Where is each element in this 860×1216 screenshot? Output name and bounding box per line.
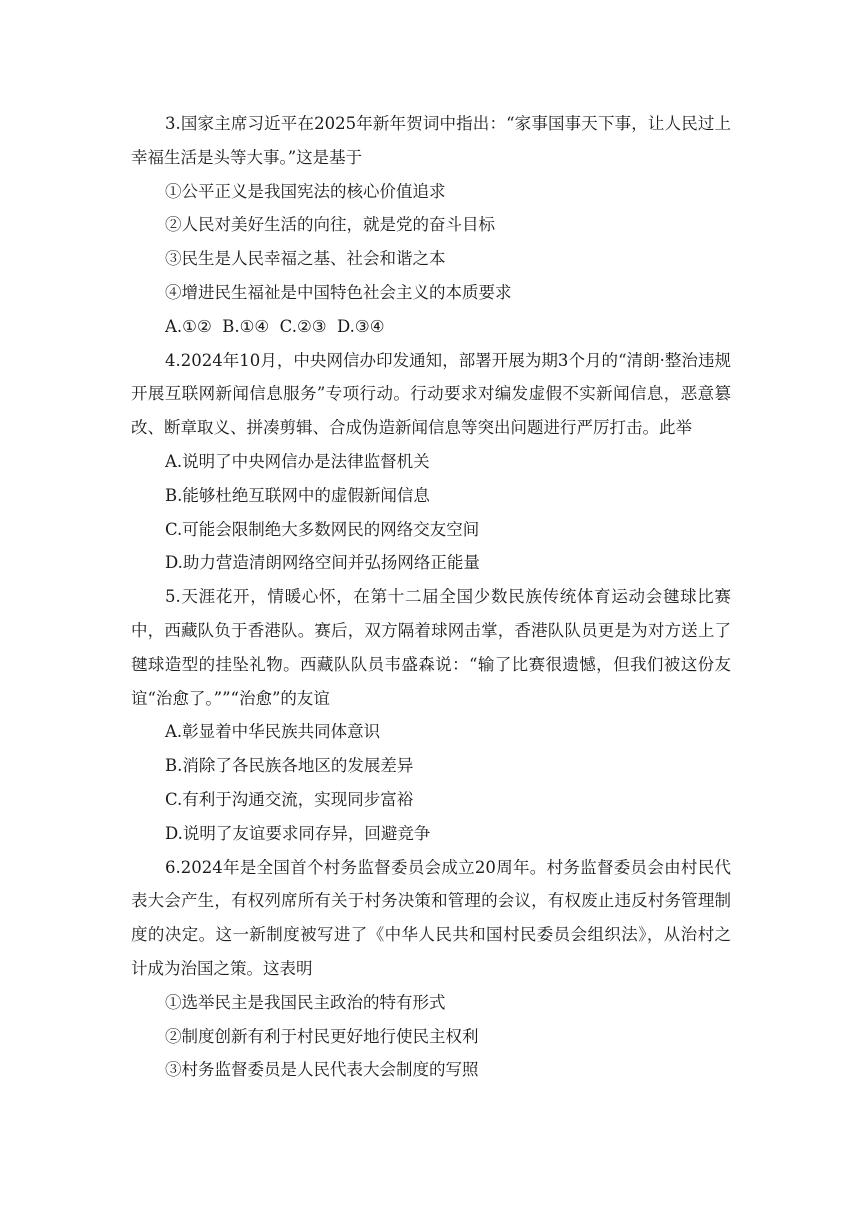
- option-item: C.可能会限制绝大多数网民的网络交友空间: [165, 519, 480, 539]
- statement-item: ②制度创新有利于村民更好地行使民主权利: [165, 1026, 479, 1046]
- question-5: [131, 580, 731, 850]
- question-6: [131, 851, 731, 1088]
- question-4: [131, 344, 731, 581]
- option-item: D.助力营造清朗网络空间并弘扬网络正能量: [165, 553, 480, 573]
- statement-item: ①公平正义是我国宪法的核心价值追求: [165, 181, 446, 201]
- statement-item: ④增进民生福祉是中国特色社会主义的本质要求: [165, 282, 512, 302]
- question-stem: 3.国家主席习近平在2025年新年贺词中指出：“家事国事天下事，让人民过上幸福生活是头等大事。”这是基于: [131, 114, 731, 167]
- option-item: C.有利于沟通交流，实现同步富裕: [165, 789, 414, 809]
- question-stem: 6.2024年是全国首个村务监督委员会成立20周年。村务监督委员会由村民代表大会产生，有权列席所有关于村务决策和管理的会议，有权废止违反村务管理制度的决定。这一新制度被写进了《中华人民共和国村民委员会组织法》，从治村之计成为治国之策。这表明: [131, 857, 731, 978]
- question-stem: 5.天涯花开，情暖心怀，在第十二届全国少数民族传统体育运动会毽球比赛中，西藏队负于香港队。赛后，双方隔着球网击掌，香港队队员更是为对方送上了毽球造型的挂坠礼物。西藏队队员韦盛森说：“输了比赛很遗憾，但我们被这份友谊“治愈了。””“治愈”的友谊: [131, 587, 731, 708]
- question-stem: 4.2024年10月，中央网信办印发通知，部署开展为期3个月的“清朗·整治违规开展互联网新闻信息服务”专项行动。行动要求对编发虚假不实新闻信息，恶意篡改、断章取义、拼凑剪辑、合成伪造新闻信息等突出问题进行严厉打击。此举: [131, 350, 731, 438]
- statement-item: ①选举民主是我国民主政治的特有形式: [165, 992, 446, 1012]
- option-item: A.说明了中央网信办是法律监督机关: [165, 451, 430, 471]
- option-item: B.能够杜绝互联网中的虚假新闻信息: [165, 485, 430, 505]
- option-item: B.消除了各民族各地区的发展差异: [165, 756, 414, 776]
- statement-item: ③村务监督委员是人民代表大会制度的写照: [165, 1060, 479, 1080]
- option-item: A.彰显着中华民族共同体意识: [165, 722, 381, 742]
- statement-item: ②人民对美好生活的向往，就是党的奋斗目标: [165, 215, 495, 235]
- statement-item: ③民生是人民幸福之基、社会和谐之本: [165, 249, 446, 269]
- exam-content: [131, 107, 731, 1087]
- option-item: D.说明了友谊要求同存异，回避竞争: [165, 823, 431, 843]
- answer-options: A.①② B.①④ C.②③ D.③④: [165, 316, 385, 336]
- question-3: [131, 107, 731, 344]
